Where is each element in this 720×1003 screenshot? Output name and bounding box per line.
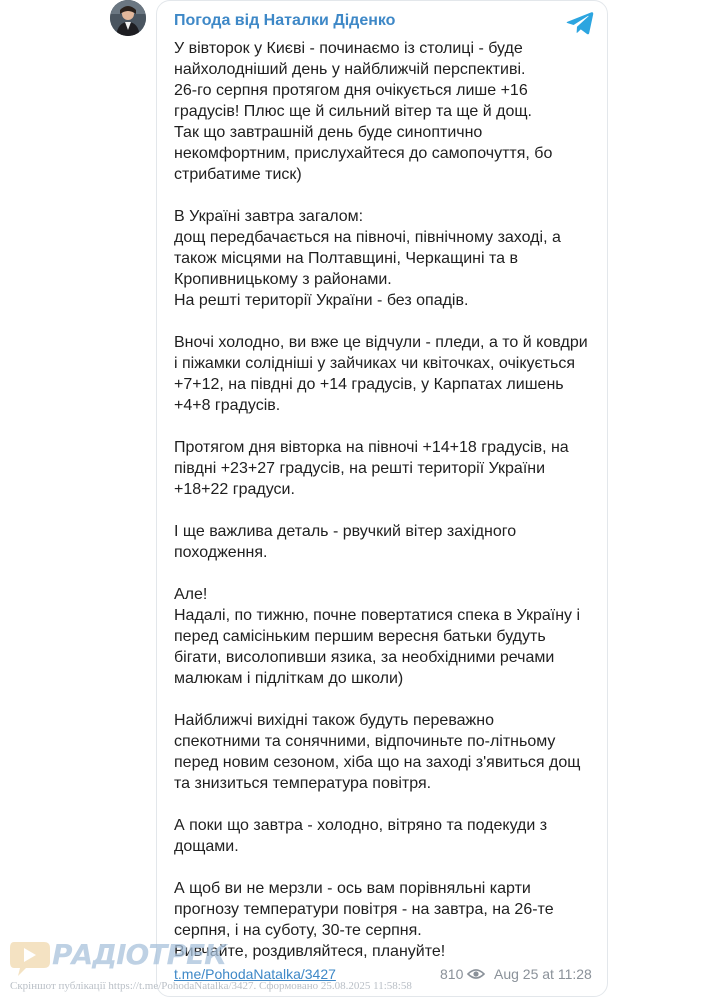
- telegram-icon[interactable]: [566, 10, 594, 36]
- message-line: стрибатиме тиск): [174, 166, 302, 183]
- message-blank-line: [174, 563, 604, 584]
- message-blank-line: [174, 794, 604, 815]
- message-line: прогнозу температури повітря - на завтра, на 26-те: [174, 901, 554, 918]
- message-line: Так що завтрашній день буде синоптично: [174, 124, 483, 141]
- message-line: некомфортним, прислухайтеся до самопочуття, бо: [174, 145, 553, 162]
- message-line: На решті території України - без опадів.: [174, 292, 469, 309]
- message-line: півдні +23+27 градусів, на решті території України: [174, 460, 546, 477]
- post-date[interactable]: Aug 25 at 11:28: [494, 966, 592, 982]
- message-line: +18+22 градуси.: [174, 481, 295, 498]
- message-line: Вночі холодно, ви вже це відчули - пледи, а то й ковдри: [174, 334, 588, 351]
- message-line: та знизиться температура повітря.: [174, 775, 432, 792]
- message-line: найхолодніший день у найближчій перспективі.: [174, 61, 526, 78]
- message-line: походження.: [174, 544, 268, 561]
- message-line: перед новим сезоном, хіба що на заході з'явиться дощ: [174, 754, 581, 771]
- message-blank-line: [174, 311, 604, 332]
- message-line: дощ передбачається на півночі, північному заході, а: [174, 229, 561, 246]
- message-line: А щоб ви не мерзли - ось вам порівняльні карти: [174, 880, 531, 897]
- message-line: спекотними та сонячними, відпочиньте по-літньому: [174, 733, 556, 750]
- eye-icon: [467, 967, 485, 981]
- message-blank-line: [174, 500, 604, 521]
- message-blank-line: [174, 857, 604, 878]
- view-count: 810: [440, 966, 464, 982]
- message-line: Вивчайте, роздивляйтеся, плануйте!: [174, 943, 446, 960]
- channel-avatar[interactable]: [110, 0, 146, 36]
- message-blank-line: [174, 416, 604, 437]
- message-blank-line: [174, 185, 604, 206]
- message-line: І ще важлива деталь - рвучкий вітер західного: [174, 523, 517, 540]
- message-line: Кропивницькому з районами.: [174, 271, 392, 288]
- message-line: серпня, і на суботу, 30-те серпня.: [174, 922, 422, 939]
- message-line: Але!: [174, 586, 208, 603]
- message-line: В Україні завтра загалом:: [174, 208, 364, 225]
- avatar-photo-icon: [110, 0, 146, 36]
- message-line: дощами.: [174, 838, 239, 855]
- watermark-logo-text: РАДІОТРЕК: [52, 938, 226, 971]
- message-line: і піжамки солідніші у зайчиках чи квіточках, очікується: [174, 355, 576, 372]
- screenshot-credit: Скріншот публікації https://t.me/PohodaNatalka/3427. Сформовано 25.08.2025 11:58:58: [10, 980, 412, 992]
- channel-name[interactable]: Погода від Наталки Діденко: [174, 12, 396, 29]
- message-line: У вівторок у Києві - починаємо із столиці - буде: [174, 40, 523, 57]
- message-line: А поки що завтра - холодно, вітряно та подекуди з: [174, 817, 548, 834]
- message-line: +7+12, на півдні до +14 градусів, у Карпатах лишень: [174, 376, 564, 393]
- message-text: [174, 38, 604, 962]
- message-line: Надалі, по тижню, почне повертатися спека в Україну і: [174, 607, 581, 624]
- message-line: +4+8 градусів.: [174, 397, 281, 414]
- message-line: також місцями на Полтавщині, Черкащині та в: [174, 250, 518, 267]
- message-line: Найближчі вихідні також будуть переважно: [174, 712, 494, 729]
- message-blank-line: [174, 689, 604, 710]
- message-line: 26-го серпня протягом дня очікується лише +16: [174, 82, 528, 99]
- message-line: бігати, висолопивши язика, за необхідними речами: [174, 649, 555, 666]
- post-link[interactable]: t.me/PohodaNatalka/3427: [174, 966, 336, 982]
- message-line: перед самісіньким першим вересня батьки будуть: [174, 628, 546, 645]
- message-line: малюкам і підліткам до школи): [174, 670, 404, 687]
- message-line: градусів! Плюс ще й сильний вітер та ще й дощ.: [174, 103, 532, 120]
- message-line: Протягом дня вівторка на півночі +14+18 градусів, на: [174, 439, 569, 456]
